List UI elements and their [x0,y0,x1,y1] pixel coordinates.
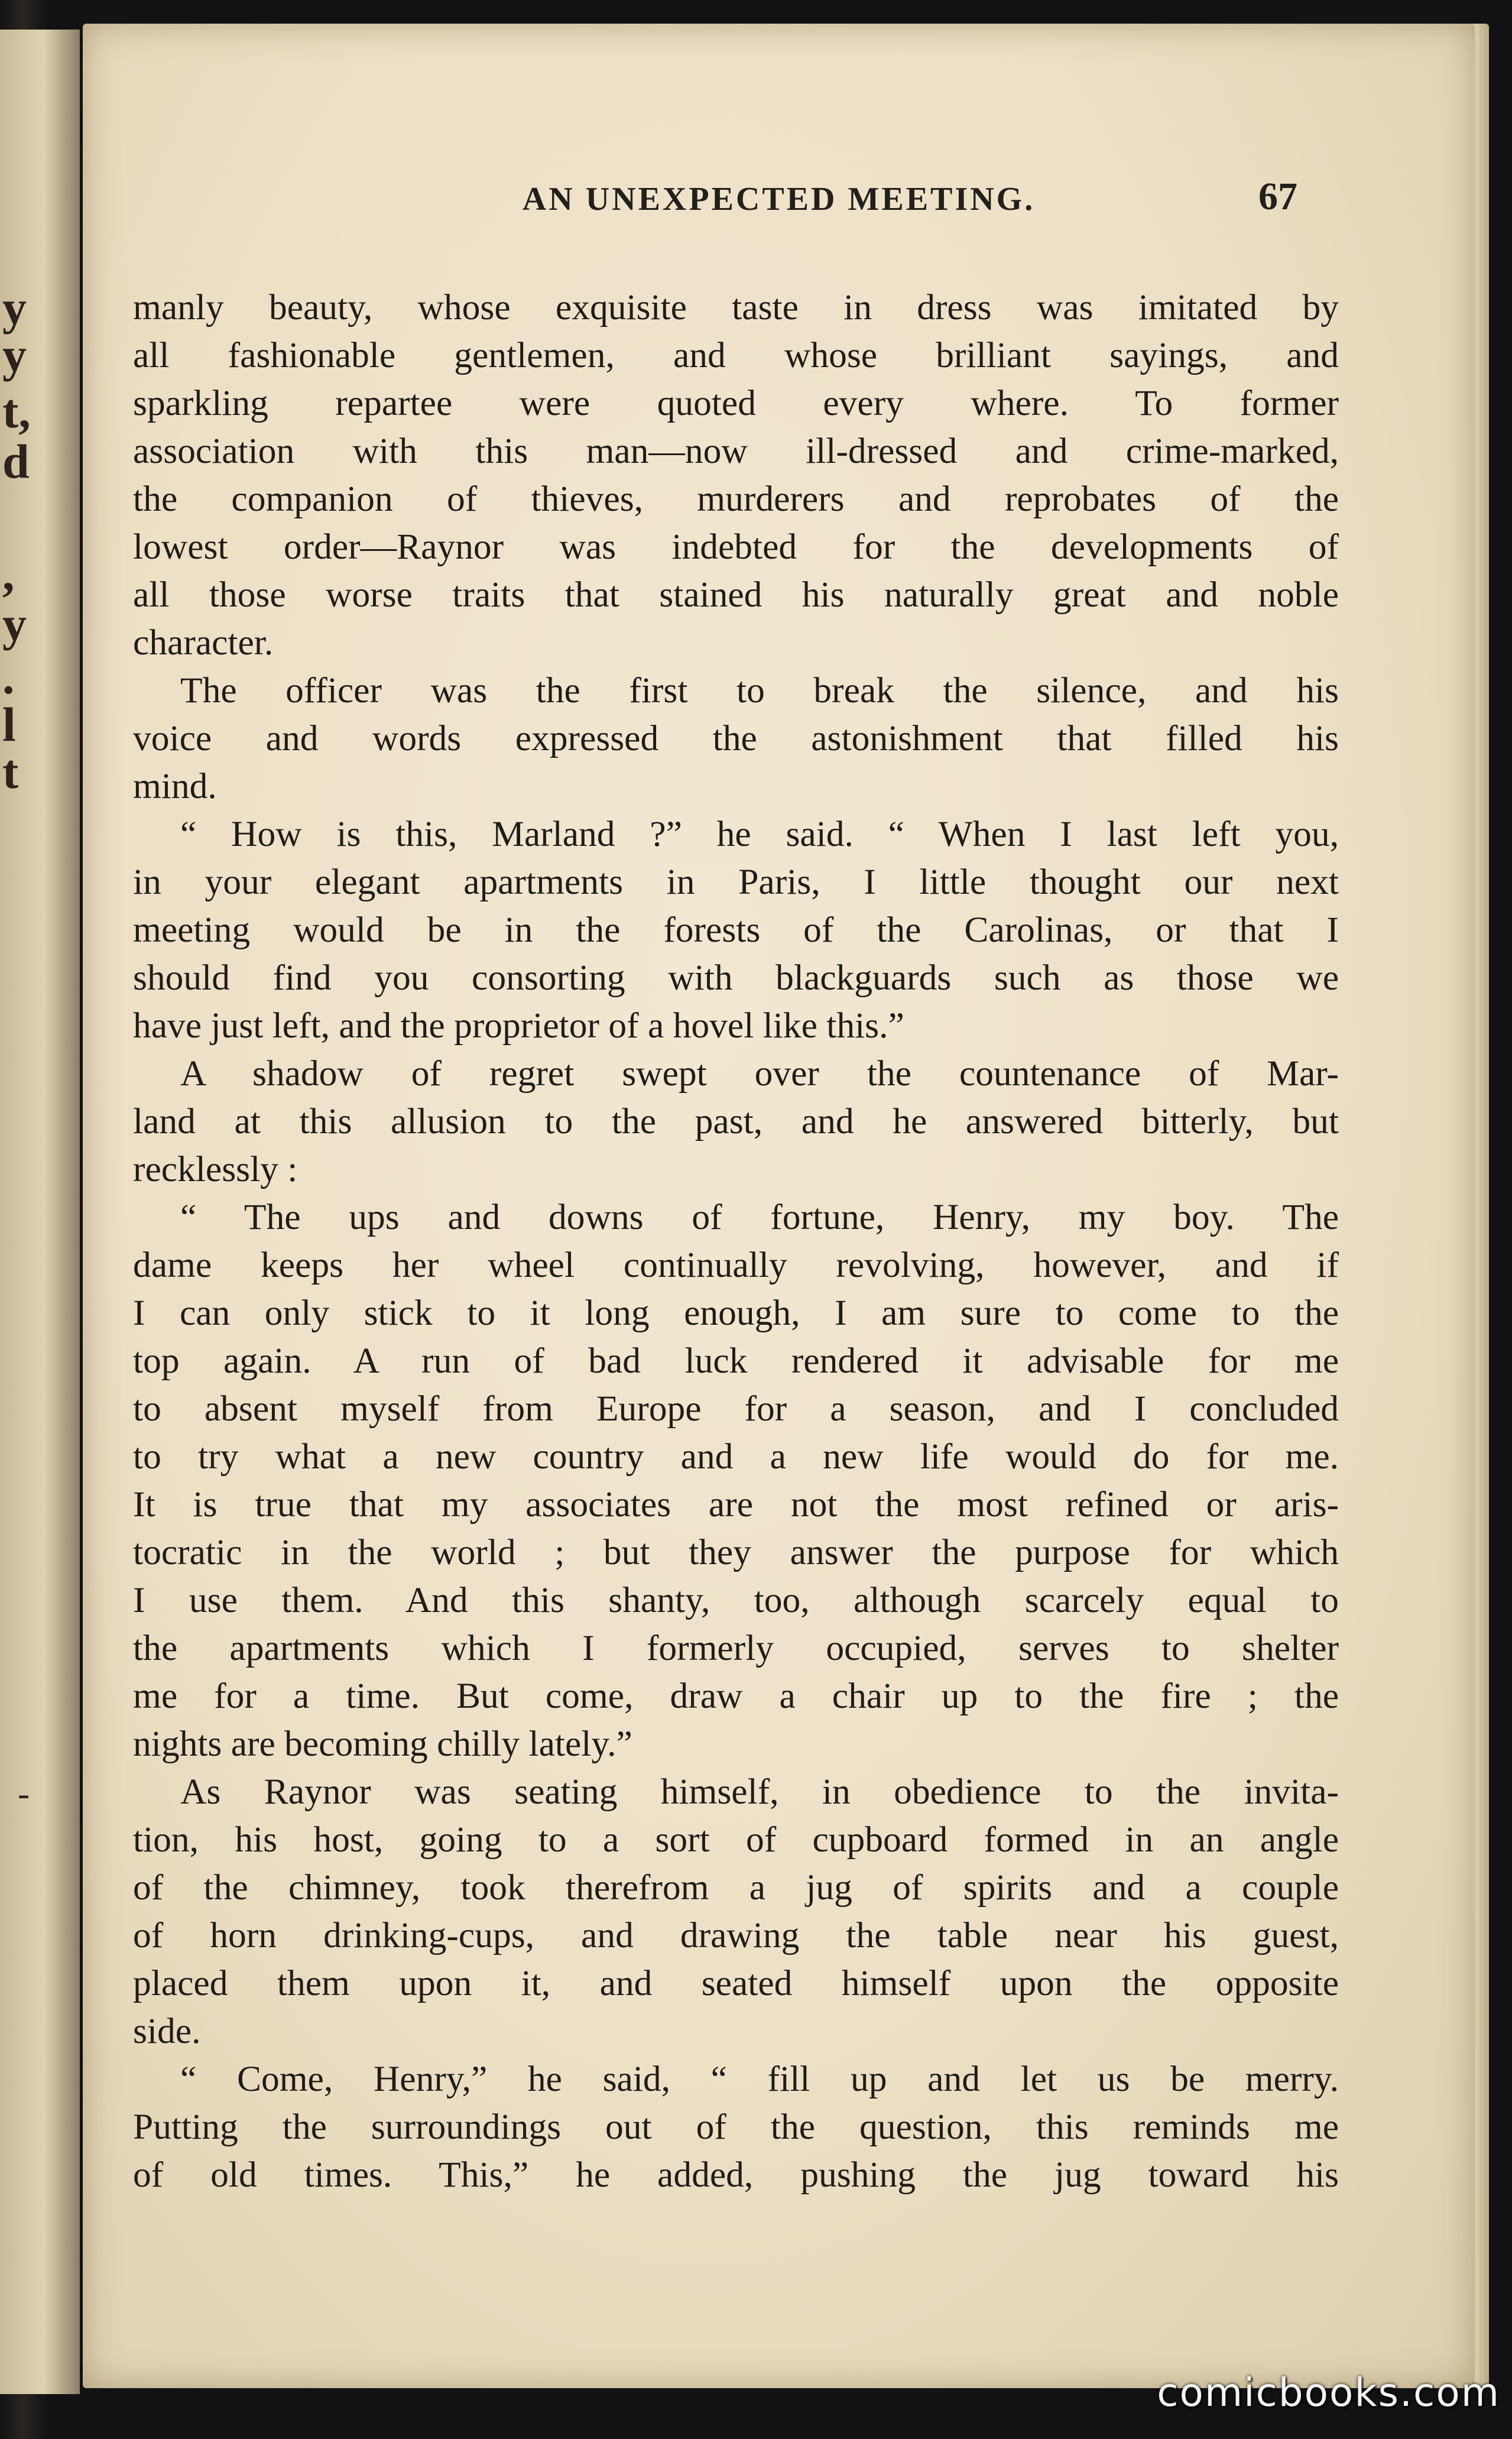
margin-mark: - [18,1774,30,1813]
text-line: dame keeps her wheel continually revolving, however, and if [133,1245,1339,1285]
text-line: The officer was the first to break the silence, and his [180,670,1339,711]
text-line: meeting would be in the forests of the Carolinas, or that I [133,910,1339,950]
text-line: placed them upon it, and seated himself upon the opposite [133,1963,1339,2003]
text-line: lowest order—Raynor was indebted for the developments of [133,527,1339,567]
text-line: the companion of thieves, murderers and reprobates of the [133,479,1339,519]
text-line: of the chimney, took therefrom a jug of spirits and a couple [133,1867,1339,1908]
text-line: recklessly : [133,1149,298,1189]
adjacent-page-fragment: t, [2,384,31,438]
adjacent-page-fragment: . [2,650,15,704]
adjacent-page-fragment: y [2,281,27,335]
text-line: mind. [133,766,217,806]
book-page [83,24,1475,2388]
text-line: I can only stick to it long enough, I am sure to come to the [133,1293,1339,1333]
page-number: 67 [1258,175,1297,218]
adjacent-page-edge [0,30,80,2394]
text-line: tion, his host, going to a sort of cupboard formed in an angle [133,1819,1339,1860]
text-line: character. [133,622,274,663]
adjacent-page-fragment: , [2,547,15,601]
text-line: should find you consorting with blackguards such as those we [133,958,1339,998]
text-line: land at this allusion to the past, and he answered bitterly, but [133,1101,1339,1141]
adjacent-page-fragment: y [2,597,27,651]
running-head: AN UNEXPECTED MEETING. [522,181,1036,218]
text-line: “ Come, Henry,” he said, “ fill up and let us be merry. [180,2059,1339,2099]
text-line: to absent myself from Europe for a season, and I concluded [133,1389,1339,1429]
text-line: “ How is this, Marland ?” he said. “ When I last left you, [180,814,1339,854]
text-line: As Raynor was seating himself, in obedience to the invita- [180,1772,1339,1812]
text-line: side. [133,2011,201,2051]
text-line: manly beauty, whose exquisite taste in dress was imitated by [133,287,1339,327]
text-line: nights are becoming chilly lately.” [133,1724,632,1764]
text-line: me for a time. But come, draw a chair up to the fire ; the [133,1676,1339,1716]
text-line: top again. A run of bad luck rendered it advisable for me [133,1341,1339,1381]
text-line: all those worse traits that stained his naturally great and noble [133,575,1339,615]
text-line: the apartments which I formerly occupied, serves to shelter [133,1628,1339,1668]
text-line: of horn drinking-cups, and drawing the table near his guest, [133,1915,1339,1955]
text-line: of old times. This,” he added, pushing the jug toward his [133,2155,1339,2195]
text-line: to try what a new country and a new life would do for me. [133,1436,1339,1477]
text-line: It is true that my associates are not the most refined or aris- [133,1484,1339,1525]
page-header [83,174,1475,233]
body-text [133,284,1339,2199]
text-line: have just left, and the proprietor of a hovel like this.” [133,1006,904,1046]
text-line: voice and words expressed the astonishment that filled his [133,718,1339,758]
text-line: tocratic in the world ; but they answer the purpose for which [133,1532,1339,1572]
adjacent-page-fragment: l [2,698,16,751]
text-line: Putting the surroundings out of the question, this reminds me [133,2107,1339,2147]
text-line: I use them. And this shanty, too, although scarcely equal to [133,1580,1339,1620]
text-line: “ The ups and downs of fortune, Henry, my boy. The [180,1197,1339,1237]
text-line: A shadow of regret swept over the countenance of Mar- [180,1053,1339,1094]
text-line: association with this man—now ill-dressed and crime-marked, [133,431,1339,471]
text-line: in your elegant apartments in Paris, I little thought our next [133,862,1339,902]
adjacent-page-fragment: t [2,745,19,799]
text-line: sparkling repartee were quoted every where. To former [133,383,1339,423]
watermark: comicbooks.com [1157,2370,1500,2415]
text-line: all fashionable gentlemen, and whose brilliant sayings, and [133,335,1339,375]
adjacent-page-fragment: y [2,328,27,382]
adjacent-page-fragment: d [2,434,30,488]
